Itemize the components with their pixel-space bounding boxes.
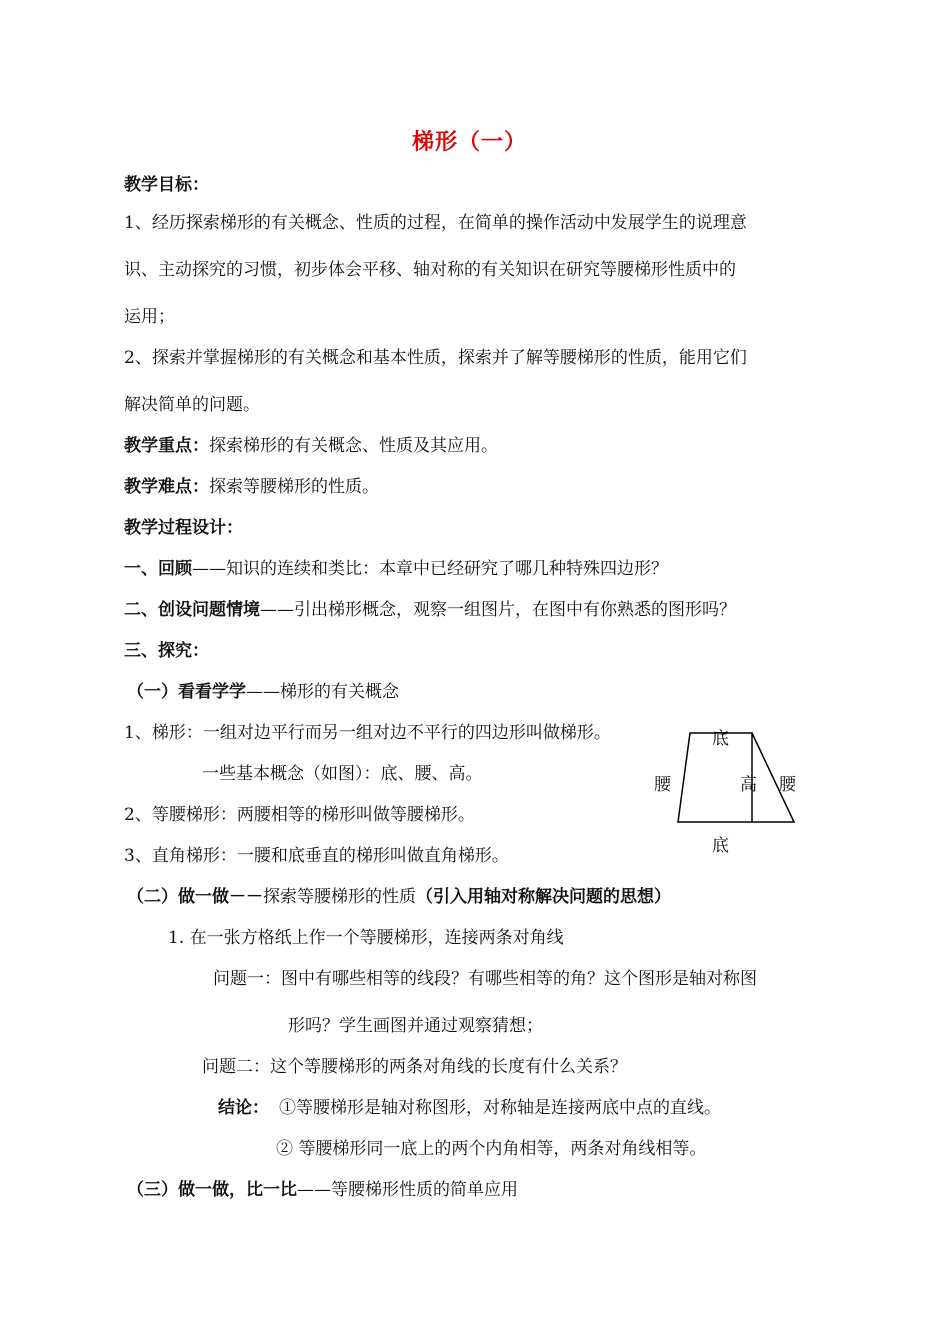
- key-point-label: 教学重点：: [124, 436, 209, 456]
- basic-concepts: 一些基本概念（如图）：底、腰、高。: [202, 764, 483, 784]
- top-base-label: 底: [712, 729, 729, 749]
- objective-2-line-2: 解决简单的问题。: [124, 395, 260, 415]
- left-leg-label: 腰: [654, 775, 671, 795]
- step-1-text: ——知识的连续和类比：本章中已经研究了哪几种特殊四边形？: [192, 559, 668, 579]
- difficulty: [124, 477, 379, 497]
- right-leg-label: 腰: [779, 775, 796, 795]
- part-3-label: （三）做一做，比一比: [127, 1180, 297, 1200]
- question-2: 问题二：这个等腰梯形的两条对角线的长度有什么关系？: [202, 1057, 627, 1077]
- objectives-heading: 教学目标：: [124, 175, 209, 195]
- objective-1-line-1: 1、经历探索梯形的有关概念、性质的过程，在简单的操作活动中发展学生的说理意: [124, 213, 747, 233]
- process-heading: 教学过程设计：: [124, 518, 243, 538]
- bottom-base-label: 底: [712, 836, 729, 856]
- step-1-label: 一、回顾: [124, 559, 192, 579]
- part-2-suffix: （引入用轴对称解决问题的思想）: [416, 887, 671, 907]
- difficulty-text: 探索等腰梯形的性质。: [209, 477, 379, 497]
- step-2-text: ——引出梯形概念，观察一组图片，在图中有你熟悉的图形吗？: [260, 600, 736, 620]
- objective-1-line-2: 识、主动探究的习惯，初步体会平移、轴对称的有关知识在研究等腰梯形性质中的: [124, 260, 736, 280]
- page-title: 梯形（一）: [412, 129, 528, 155]
- definition-trapezoid: 1、梯形：一组对边平行而另一组对边不平行的四边形叫做梯形。: [124, 723, 611, 743]
- part-3: [127, 1180, 518, 1200]
- trapezoid-figure: [648, 724, 808, 860]
- conclusion-item-2: ② 等腰梯形同一底上的两个内角相等，两条对角线相等。: [276, 1139, 707, 1159]
- part-1-text: ——梯形的有关概念: [246, 682, 399, 702]
- step-2: [124, 600, 736, 620]
- step-3-label: 三、探究：: [124, 641, 209, 661]
- conclusion-label: 结论：: [218, 1098, 269, 1118]
- part-2-label: （二）做一做－－: [127, 887, 263, 907]
- key-point-text: 探索梯形的有关概念、性质及其应用。: [209, 436, 498, 456]
- definition-isosceles: 2、等腰梯形：两腰相等的梯形叫做等腰梯形。: [124, 805, 475, 825]
- conclusion-item-1: ①等腰梯形是轴对称图形，对称轴是连接两底中点的直线。: [279, 1098, 721, 1118]
- objective-1-line-3: 运用；: [124, 307, 175, 327]
- question-1-line-1: 问题一：图中有哪些相等的线段？有哪些相等的角？这个图形是轴对称图: [213, 969, 757, 989]
- part-1: [127, 682, 399, 702]
- definition-right: 3、直角梯形：一腰和底垂直的梯形叫做直角梯形。: [124, 846, 509, 866]
- difficulty-label: 教学难点：: [124, 477, 209, 497]
- part-3-text: ——等腰梯形性质的简单应用: [297, 1180, 518, 1200]
- key-point: [124, 436, 498, 456]
- conclusion-1: [218, 1098, 721, 1118]
- part-2-text: 探索等腰梯形的性质: [263, 887, 416, 907]
- part-2: [127, 887, 671, 907]
- height-label: 高: [740, 775, 757, 795]
- step-1: [124, 559, 668, 579]
- trapezoid-outline: [678, 733, 794, 822]
- part-1-label: （一）看看学学: [127, 682, 246, 702]
- question-1-line-2: 形吗？学生画图并通过观察猜想；: [288, 1016, 543, 1036]
- activity-1: 1. 在一张方格纸上作一个等腰梯形，连接两条对角线: [168, 928, 564, 948]
- objective-2-line-1: 2、探索并掌握梯形的有关概念和基本性质，探索并了解等腰梯形的性质，能用它们: [124, 348, 747, 368]
- step-2-label: 二、创设问题情境: [124, 600, 260, 620]
